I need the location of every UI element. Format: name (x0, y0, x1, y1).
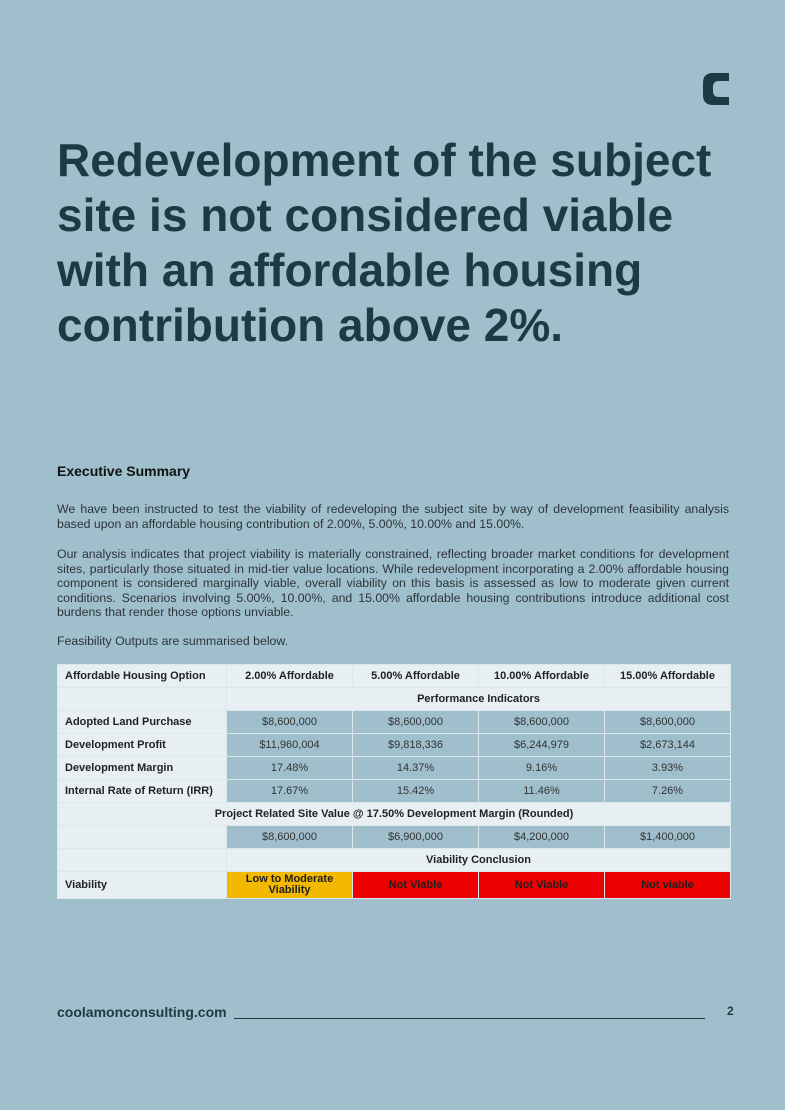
table-cell: 17.67% (227, 780, 353, 803)
section-row (58, 803, 731, 826)
section-row (58, 849, 731, 872)
table-cell: $8,600,000 (353, 711, 479, 734)
table-cell: $11,960,004 (227, 734, 353, 757)
table-cell: 3.93% (605, 757, 731, 780)
feasibility-table (57, 664, 731, 899)
column-header: 2.00% Affordable (227, 665, 353, 688)
section-title: Executive Summary (57, 463, 191, 479)
section-heading: Project Related Site Value @ 17.50% Development Margin (Rounded) (58, 803, 731, 826)
row-label: Development Margin (58, 757, 227, 780)
summary-paragraph: We have been instructed to test the viability of redeveloping the subject site by way of development feasibility analysis based upon an affordable housing contribution of 2.00%, 5.00%, 10.00% and 15.00%. (57, 502, 729, 531)
table-header-row (58, 665, 731, 688)
viability-badge: Not Viable (353, 872, 479, 899)
column-header: 10.00% Affordable (479, 665, 605, 688)
viability-badge: Not viable (605, 872, 731, 899)
table-cell: 7.26% (605, 780, 731, 803)
row-label: Development Profit (58, 734, 227, 757)
section-heading: Viability Conclusion (227, 849, 731, 872)
page-number: 2 (727, 1004, 734, 1018)
table-row (58, 872, 731, 899)
table-cell: $8,600,000 (227, 711, 353, 734)
footer-website: coolamonconsulting.com (57, 1004, 227, 1020)
table-cell: 14.37% (353, 757, 479, 780)
column-header: 15.00% Affordable (605, 665, 731, 688)
row-label: Internal Rate of Return (IRR) (58, 780, 227, 803)
summary-paragraph: Our analysis indicates that project viability is materially constrained, reflecting broader market conditions for development sites, particularly those situated in mid-tier value locations. While redevelopment incorporating a 2.00% affordable housing component is considered marginally viable, overall viability on this basis is assessed as low to moderate given current conditions. Scenarios involving 5.00%, 10.00%, and 15.00% affordable housing contributions introduce additional cost burdens that render those options unviable. (57, 547, 729, 620)
table-cell: $9,818,336 (353, 734, 479, 757)
table-row (58, 780, 731, 803)
column-header: Affordable Housing Option (58, 665, 227, 688)
table-cell: $2,673,144 (605, 734, 731, 757)
page-headline: Redevelopment of the subject site is not considered viable with an affordable housing contribution above 2%. (57, 134, 712, 351)
viability-badge: Not Viable (479, 872, 605, 899)
footer-divider (234, 1018, 705, 1019)
section-heading: Performance Indicators (227, 688, 731, 711)
table-cell: $4,200,000 (479, 826, 605, 849)
table-cell: 11.46% (479, 780, 605, 803)
table-row (58, 734, 731, 757)
column-header: 5.00% Affordable (353, 665, 479, 688)
table-row (58, 711, 731, 734)
table-row (58, 757, 731, 780)
coolamon-logo-icon (700, 70, 730, 108)
table-cell: 15.42% (353, 780, 479, 803)
row-label: Viability (58, 872, 227, 899)
section-row (58, 688, 731, 711)
table-cell: $8,600,000 (605, 711, 731, 734)
table-cell: 17.48% (227, 757, 353, 780)
summary-paragraph: Feasibility Outputs are summarised below. (57, 634, 289, 648)
row-label: Adopted Land Purchase (58, 711, 227, 734)
table-cell: $8,600,000 (479, 711, 605, 734)
table-cell: $1,400,000 (605, 826, 731, 849)
table-row (58, 826, 731, 849)
table-cell: $6,900,000 (353, 826, 479, 849)
table-cell: 9.16% (479, 757, 605, 780)
table-cell: $8,600,000 (227, 826, 353, 849)
viability-badge: Low to Moderate Viability (227, 872, 353, 899)
table-cell: $6,244,979 (479, 734, 605, 757)
